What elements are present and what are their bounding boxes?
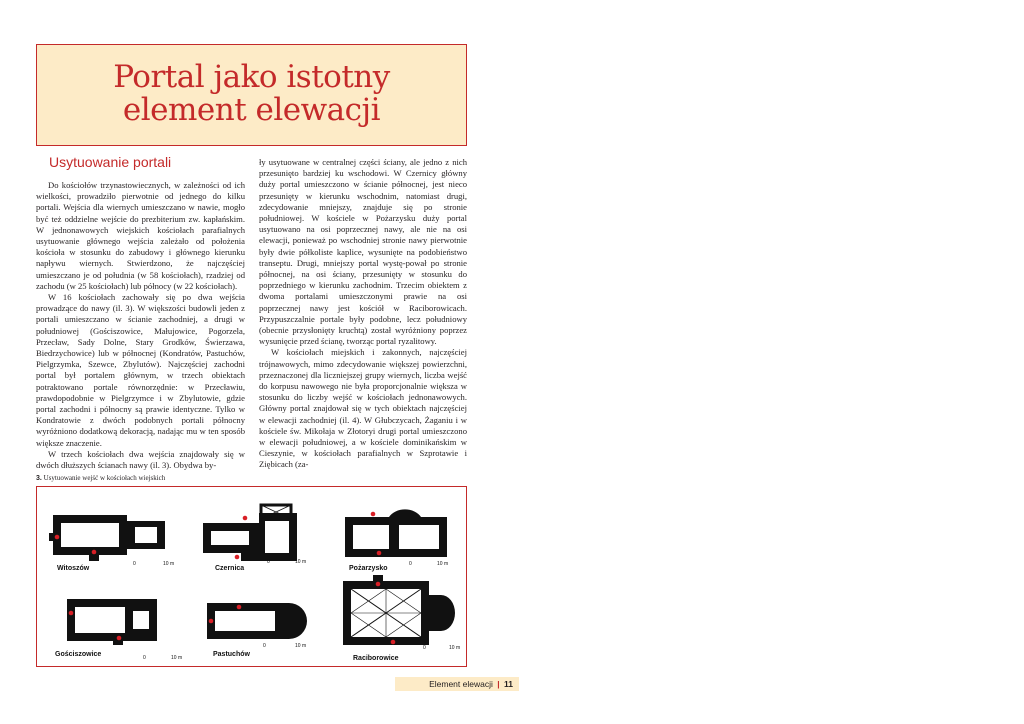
plan-label-gosciszowice: Gościszowice	[55, 651, 102, 658]
floor-plan-raciborowice	[337, 575, 461, 651]
scale-end: 10 m	[437, 561, 449, 567]
scale-zero: 0	[133, 561, 136, 567]
figure-caption	[36, 474, 165, 482]
figure-caption-number: 3.	[36, 475, 42, 482]
paragraph: W 16 kościołach zachowały się po dwa wejścia prowadzące do nawy (il. 3). W większości budowli jeden z portali umieszczano w ścianie zachodniej, a drugi w południowej (Gościszowice, Małujowice, Pogorzela, Przecław, Sady Dolne, Stary Grodków, Świerzawa, Biedrzychowice) lub w północnej (Kondratów, Pastuchów, Pielgrzymka, Szewce, Zbylutów). Najczęściej zachodni portal był portalem głównym, w trzech obiektach potraktowano portale równorzędnie: w Przecławiu, prawdopodobnie w Pielgrzymce i w Zbylutowie, gdzie portal zachodni i północny są prawie identyczne. Tylko w Kondratowie z dwóch podobnych portali północny wyróżniono dodatkową dekoracją, nadając mu w ten sposób większe znaczenie.	[36, 292, 245, 448]
page-number: 11	[504, 679, 513, 689]
scale-end: 10 m	[295, 643, 307, 649]
scale-zero: 0	[423, 645, 426, 651]
page-footer	[395, 677, 519, 691]
title-box	[36, 44, 467, 146]
scale-zero: 0	[143, 655, 146, 661]
plan-label-pozarzysko: Pożarzysko	[349, 565, 388, 572]
paragraph: W kościołach miejskich i zakonnych, najczęściej trójnawowych, mimo zdecydowanie większej powierzchni, przeznaczonej dla liczniejszej grupy wiernych, liczba wejść do korpusu nawowego nie była proporcjonalnie większa w stosunku do liczby wejść w kościołach jednonawowych. Główny portal znajdował się w tych obiektach najczęściej w elewacji zachodniej (il. 4). W Głubczycach, Żaganiu i w kościele św. Mikołaja w Złotoryi drugi portal umieszczono w elewacji południowej, a w kościele dominikańskim w Cieszynie, w kościołach parafialnych w Szprotawie i Ziębicach (za-	[259, 347, 467, 470]
plan-label-pastuchow: Pastuchów	[213, 651, 250, 658]
floor-plan-witoszow	[49, 505, 179, 563]
paragraph: Do kościołów trzynastowiecznych, w zależności od ich wielkości, prowadziło pierwotnie od jednego do kilku portali. Wejścia dla wiernych umieszczano w nawie, mogło być też oddzielne wejście do prezbiterium zw. kapłańskim. W jednonawowych wiejskich kościołach parafialnych usytuowanie głównego wejścia zależało od położenia kościoła w stosunku do zabudowy i głównego kierunku napływu wiernych. Stwierdzono, że najczęściej umieszczano je od południa (w 58 kościołach), rzadziej od zachodu (w 25 kościołach) lub północy (w 22 kościołach).	[36, 180, 245, 291]
footer-separator: |	[497, 679, 500, 689]
scale-zero: 0	[263, 643, 266, 649]
scale-zero: 0	[409, 561, 412, 567]
page-title-line-1: Portal jako istotny	[113, 59, 390, 95]
floor-plans-figure	[36, 486, 467, 667]
page-title-line-2: element elewacji	[122, 92, 381, 128]
figure-caption-text: Usytuowanie wejść w kościołach wiejskich	[43, 474, 166, 482]
plan-label-czernica: Czernica	[215, 565, 245, 572]
floor-plan-gosciszowice	[61, 591, 165, 647]
paragraph: ły usytuowane w centralnej części ściany, ale jedno z nich przesunięto bardziej ku wschodowi. W Czernicy główny duży portal umieszczono w ścianie północnej, jest nieco przesunięty w kierunku wschodnim, natomiast drugi, zdecydowanie mniejszy, znajduje się po stronie południowej. W kościele w Pożarzysku duży portal usytuowano na osi poprzecznej nawy, ale nie na osi elewacji, ponieważ po wschodniej stronie nawy pierwotnie były dwie półkoliste kaplice, wysunięte na podobieństwo transeptu. Drugi, mniejszy portal wystę-pował po stronie północnej, na osi ściany, przesunięty w stosunku do poprzedniego w kierunku zachodnim. Trzecim obiektem z dwoma portalami umieszczonymi prawie na osi poprzecznej nawy jest kościół w Raciborowicach. Przypuszczalnie portale były podobne, lecz południowy (obecnie przysłonięty kruchtą) został wyróżniony poprzez wysunięcie przed ścianę, tworząc portal ryzalitowy.	[259, 157, 467, 347]
section-heading: Usytuowanie portali	[49, 154, 172, 170]
left-text-column	[36, 180, 245, 471]
floor-plan-czernica	[201, 501, 313, 565]
scale-end: 10 m	[449, 645, 461, 651]
footer-label: Element elewacji	[429, 679, 493, 689]
plan-label-raciborowice: Raciborowice	[353, 655, 399, 662]
scale-zero: 0	[267, 559, 270, 565]
scale-end: 10 m	[163, 561, 175, 567]
scale-end: 10 m	[171, 655, 183, 661]
scale-end: 10 m	[295, 559, 307, 565]
plan-label-witoszow: Witoszów	[57, 565, 90, 572]
right-text-column	[259, 157, 467, 471]
paragraph: W trzech kościołach dwa wejścia znajdowały się w dwóch dłuższych ścianach nawy (il. 3). Obydwa by-	[36, 448, 245, 471]
floor-plan-pastuchow	[205, 591, 317, 647]
floor-plan-pozarzysko	[339, 501, 451, 565]
